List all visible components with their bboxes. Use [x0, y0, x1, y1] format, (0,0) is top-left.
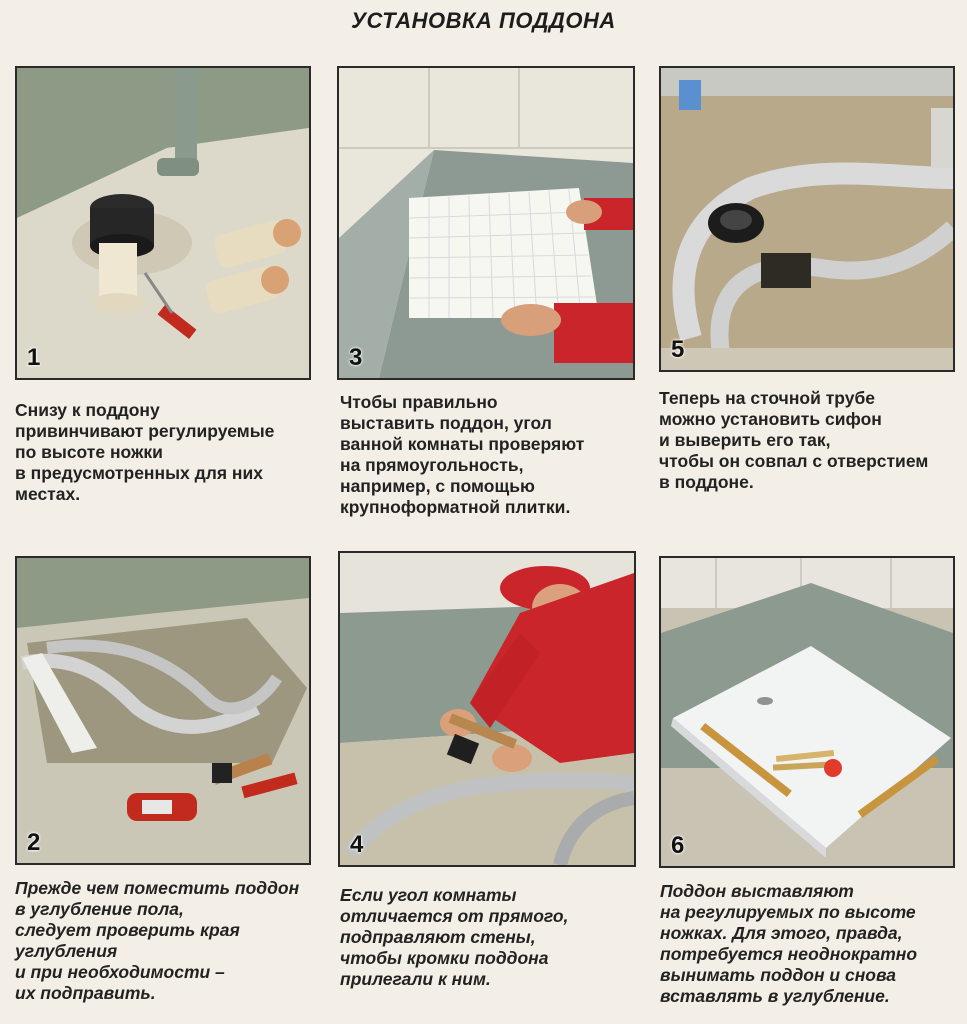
- caption-line: привинчивают регулируемые: [15, 421, 275, 441]
- caption-line: Теперь на сточной трубе: [659, 388, 875, 408]
- caption-line: и при необходимости –: [15, 962, 225, 982]
- photo-step-1-illustration: [17, 68, 309, 378]
- caption-line: в предусмотренных для них: [15, 463, 263, 483]
- photo-step-3-illustration: [339, 68, 633, 378]
- caption-line: на прямоугольность,: [340, 455, 524, 475]
- photo-step-4: [338, 551, 636, 867]
- caption-line: ножках. Для этого, правда,: [660, 923, 903, 943]
- step-number: 2: [27, 829, 41, 856]
- caption-step-1: [15, 400, 274, 505]
- caption-line: например, с помощью: [340, 476, 535, 496]
- photo-step-2-illustration: [17, 558, 309, 863]
- caption-line: местах.: [15, 484, 81, 504]
- photo-step-6-illustration: [661, 558, 953, 866]
- step-number: 3: [349, 344, 363, 371]
- caption-line: и выверить его так,: [659, 430, 831, 450]
- caption-line: прилегали к ним.: [340, 969, 491, 989]
- caption-line: можно установить сифон: [659, 409, 882, 429]
- caption-line: Если угол комнаты: [340, 885, 517, 905]
- photo-step-3: [337, 66, 635, 380]
- caption-step-3: [340, 392, 584, 518]
- caption-line: крупноформатной плитки.: [340, 497, 571, 517]
- caption-line: в поддоне.: [659, 472, 754, 492]
- photo-step-6: [659, 556, 955, 868]
- caption-line: выставить поддон, угол: [340, 413, 552, 433]
- caption-line: ванной комнаты проверяют: [340, 434, 585, 454]
- caption-step-2: [15, 878, 299, 1004]
- caption-line: потребуется неоднократно: [660, 944, 918, 964]
- caption-line: углубления: [15, 941, 118, 961]
- photo-step-5-illustration: [661, 68, 953, 370]
- caption-step-5: [659, 388, 928, 493]
- caption-line: Прежде чем поместить поддон: [15, 878, 300, 898]
- photo-step-5: [659, 66, 955, 372]
- caption-line: в углубление пола,: [15, 899, 184, 919]
- step-number: 6: [671, 832, 685, 859]
- step-number: 5: [671, 336, 685, 363]
- caption-line: по высоте ножки: [15, 442, 163, 462]
- photo-step-4-illustration: [340, 553, 634, 865]
- caption-step-6: [660, 881, 917, 1007]
- caption-line: вынимать поддон и снова: [660, 965, 897, 985]
- caption-step-4: [340, 885, 568, 990]
- step-number: 4: [350, 831, 364, 858]
- caption-line: чтобы он совпал с отверстием: [659, 451, 929, 471]
- caption-line: Снизу к поддону: [15, 400, 160, 420]
- caption-line: на регулируемых по высоте: [660, 902, 916, 922]
- caption-line: вставлять в углубление.: [660, 986, 890, 1006]
- caption-line: их подправить.: [15, 983, 156, 1003]
- photo-step-1: [15, 66, 311, 380]
- caption-line: Поддон выставляют: [660, 881, 854, 901]
- caption-line: Чтобы правильно: [340, 392, 498, 412]
- caption-line: подправляют стены,: [340, 927, 536, 947]
- step-number: 1: [27, 344, 41, 371]
- caption-line: следует проверить края: [15, 920, 240, 940]
- caption-line: отличается от прямого,: [340, 906, 569, 926]
- caption-line: чтобы кромки поддона: [340, 948, 549, 968]
- photo-step-2: [15, 556, 311, 865]
- page-title: УСТАНОВКА ПОДДОНА: [351, 8, 616, 33]
